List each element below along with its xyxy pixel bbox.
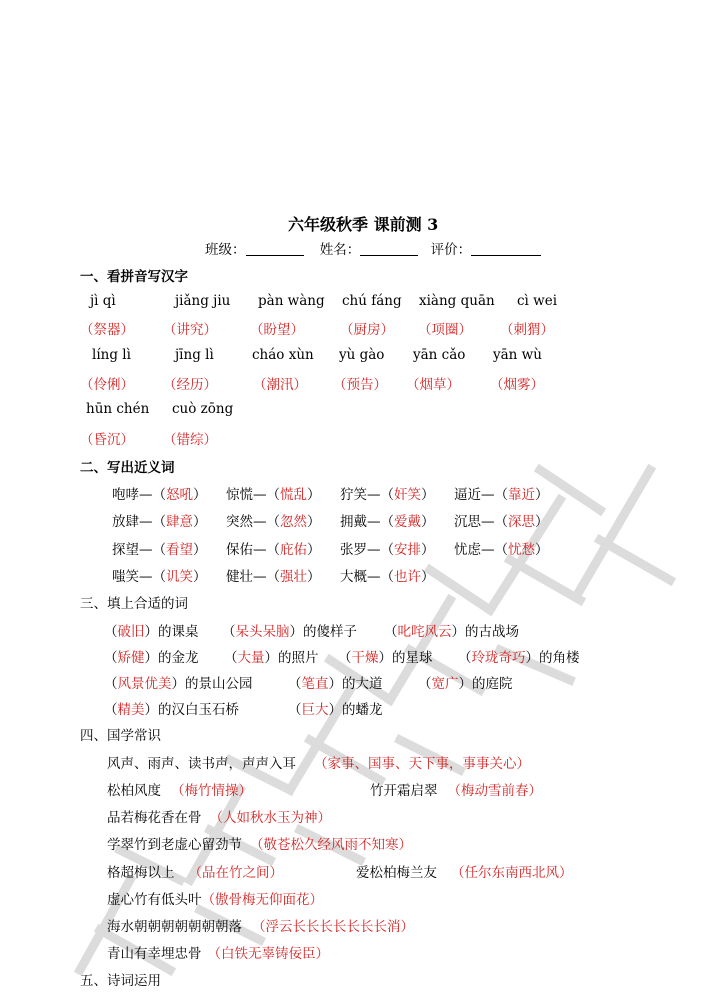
fill-item: （呆头呆脑）的傻样子 [222, 624, 357, 640]
fill-item: （破旧）的课桌 [104, 624, 199, 640]
synonym-item: 咆哮—（怒吼） [112, 487, 207, 503]
synonym-item: 狞笑—（奸笑） [340, 487, 435, 503]
answer: （烟雾） [490, 377, 544, 393]
class-label: 班级： [205, 242, 246, 258]
score-label: 评价： [430, 242, 472, 258]
answer: （昏沉） [80, 432, 134, 448]
answer: （烟草） [406, 377, 460, 393]
pinyin: cuò zōng [172, 401, 234, 417]
idiom-item: 青山有幸埋忠骨 （白铁无辜铸佞臣） [107, 946, 329, 962]
section-1-heading: 一、看拼音写汉字 [80, 269, 188, 285]
idiom-item: 爱松柏梅兰友 （任尔东南西北风） [356, 865, 573, 881]
pinyin: jì qì [90, 293, 116, 309]
synonym-item: 沉思—（深思） [454, 514, 549, 530]
section-2-heading: 二、写出近义词 [80, 460, 175, 476]
name-blank[interactable] [360, 243, 418, 256]
idiom-item: 虚心竹有低头叶（傲骨梅无仰面花） [107, 892, 323, 908]
synonym-item: 嗤笑—（讥笑） [112, 569, 207, 585]
answer: （预告） [333, 377, 387, 393]
synonym-item: 逼近—（靠近） [454, 487, 549, 503]
pinyin: yān cǎo [413, 347, 466, 363]
idiom-item: 风声、雨声、读书声，声声入耳 （家事、国事、天下事，事事关心） [107, 756, 530, 772]
name-label: 姓名： [319, 242, 361, 258]
fill-item: （精美）的汉白玉石桥 [104, 702, 239, 718]
synonym-item: 健壮—（强壮） [226, 569, 321, 585]
idiom-item: 品若梅花香在骨 （人如秋水玉为神） [107, 810, 331, 826]
answer: （经历） [163, 377, 217, 393]
idiom-item: 格超梅以上 （品在竹之间） [107, 865, 283, 881]
fill-item: （干燥）的星球 [338, 650, 433, 666]
fill-item: （玲珑奇巧）的角楼 [458, 650, 580, 666]
section-4-heading: 四、国学常识 [80, 728, 161, 744]
answer: （刺猬） [500, 322, 554, 338]
section-3-heading: 三、填上合适的词 [80, 596, 188, 612]
synonym-item: 惊慌—（慌乱） [226, 487, 321, 503]
synonym-item: 突然—（忽然） [226, 514, 321, 530]
synonym-item: 张罗—（安排） [340, 542, 435, 558]
idiom-item: 海水朝朝朝朝朝朝朝落 （浮云长长长长长长长消） [107, 919, 414, 935]
student-info-line [205, 238, 541, 258]
answer: （讲究） [163, 322, 217, 338]
synonym-item: 保佑—（庇佑） [226, 542, 321, 558]
pinyin: jiǎng jiu [175, 293, 231, 309]
pinyin: chú fáng [342, 293, 402, 309]
idiom-item: 学翠竹到老虚心留劲节 （敬苍松久经风雨不知寒） [107, 837, 412, 853]
synonym-item: 拥戴—（爱戴） [340, 514, 435, 530]
pinyin: xiàng quān [419, 293, 495, 309]
pinyin: yān wù [493, 347, 542, 363]
answer: （项圈） [418, 322, 472, 338]
synonym-item: 放肆—（肆意） [112, 514, 207, 530]
answer: （伶俐） [80, 377, 134, 393]
fill-item: （宽广）的庭院 [418, 676, 513, 692]
answer: （错综） [163, 432, 217, 448]
class-blank[interactable] [246, 243, 304, 256]
synonym-item: 忧虑—（忧愁） [454, 542, 549, 558]
page-title: 六年级秋季 课前测 3 [288, 215, 439, 234]
answer: （盼望） [250, 322, 304, 338]
pinyin: hūn chén [86, 401, 150, 417]
idiom-item: 松柏风度 （梅竹情操） [107, 783, 252, 799]
synonym-item: 探望—（看望） [112, 542, 207, 558]
pinyin: yù gào [339, 347, 385, 363]
answer: （厨房） [340, 322, 394, 338]
pinyin: líng lì [92, 347, 131, 363]
section-5-heading: 五、诗词运用 [80, 973, 161, 989]
answer: （潮汛） [253, 377, 307, 393]
pinyin: cì wei [517, 293, 558, 309]
pinyin: jīng lì [175, 347, 214, 363]
synonym-item: 大概—（也许） [340, 569, 435, 585]
fill-item: （矫健）的金龙 [104, 650, 199, 666]
fill-item: （大量）的照片 [224, 650, 319, 666]
answer: （祭器） [80, 322, 134, 338]
fill-item: （风景优美）的景山公园 [104, 676, 253, 692]
pinyin: cháo xùn [252, 347, 314, 363]
score-blank[interactable] [471, 243, 541, 256]
fill-item: （笔直）的大道 [288, 676, 383, 692]
fill-item: （叱咤风云）的古战场 [384, 624, 519, 640]
pinyin: pàn wàng [258, 293, 325, 309]
idiom-item: 竹开霜启翠 （梅动雪前春） [370, 783, 542, 799]
fill-item: （巨大）的蟠龙 [288, 702, 383, 718]
